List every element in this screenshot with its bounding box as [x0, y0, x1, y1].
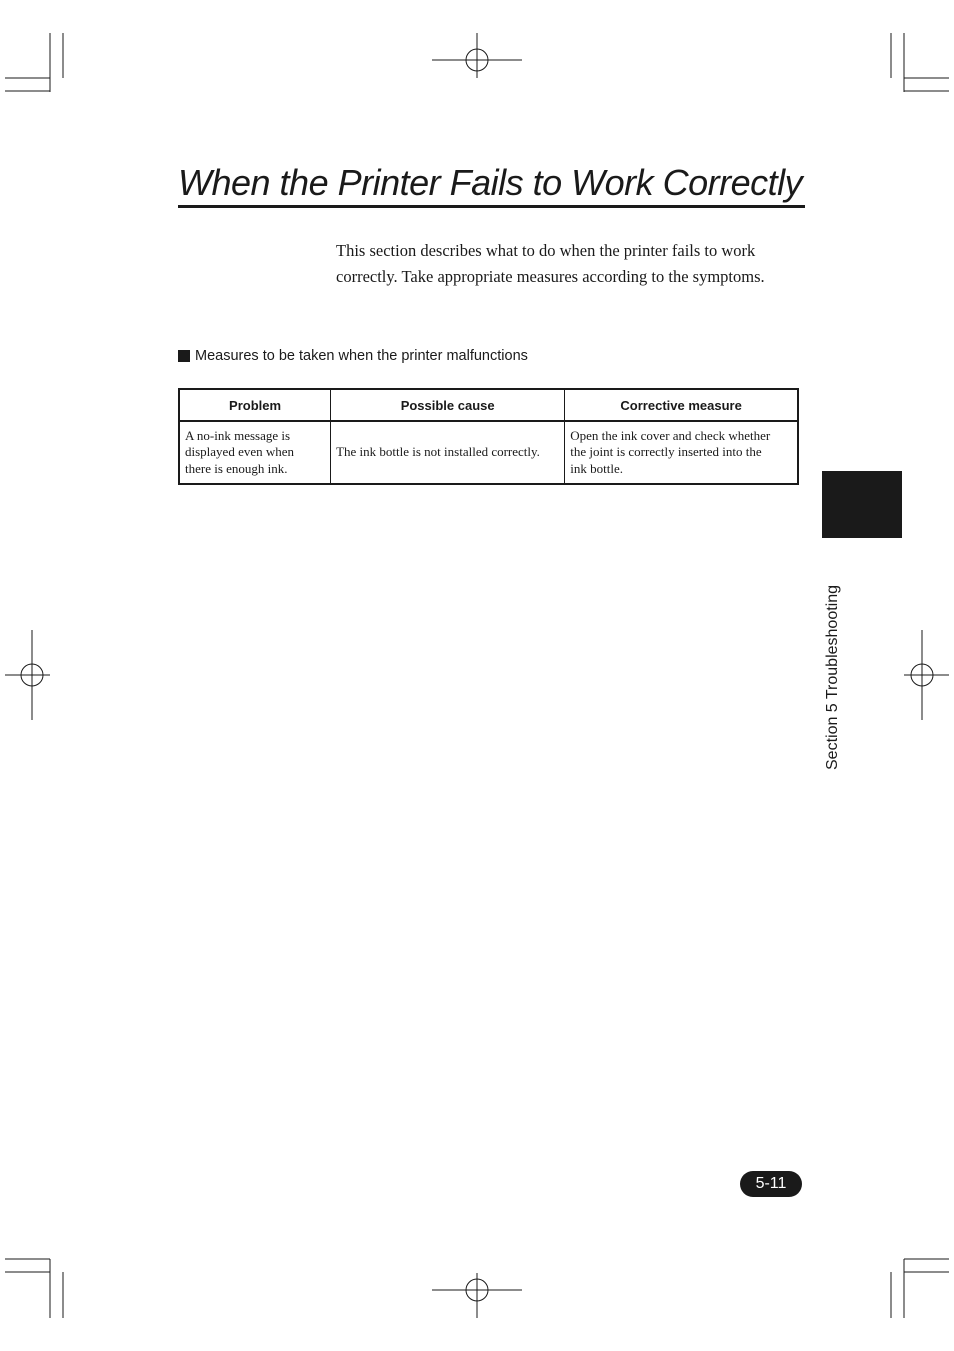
- cell-line: the joint is correctly inserted into the: [570, 444, 762, 460]
- problem-cell: [179, 421, 331, 484]
- cell-line: A no-ink message is: [185, 427, 291, 443]
- subheading-text: Measures to be taken when the printer malfunctions: [195, 348, 528, 364]
- measure-cell: [565, 421, 798, 484]
- column-header-problem: Problem: [179, 389, 331, 421]
- cause-cell: The ink bottle is not installed correctly.: [331, 421, 565, 484]
- cell-line: there is enough ink.: [185, 460, 288, 476]
- intro-line: This section describes what to do when the printer fails to work: [336, 241, 756, 260]
- square-bullet-icon: [178, 350, 190, 362]
- column-header-corrective-measure: Corrective measure: [565, 389, 798, 421]
- column-header-possible-cause: Possible cause: [331, 389, 565, 421]
- page-title: When the Printer Fails to Work Correctly: [178, 162, 803, 203]
- page-number-badge: 5-11: [740, 1171, 802, 1197]
- section-subheading: [178, 346, 528, 366]
- cell-line: Open the ink cover and check whether: [570, 427, 771, 443]
- troubleshooting-table: [178, 388, 799, 485]
- table-row: [179, 421, 798, 484]
- title-underline: [178, 205, 805, 208]
- section-thumb-tab: [822, 471, 902, 538]
- table-header-row: [179, 389, 798, 421]
- section-label-text: Section 5 Troubleshooting: [824, 584, 841, 770]
- intro-line: correctly. Take appropriate measures according to the symptoms.: [336, 267, 765, 286]
- section-side-label: [822, 545, 844, 770]
- cell-line: ink bottle.: [570, 460, 623, 476]
- intro-paragraph: [336, 238, 802, 290]
- cell-line: displayed even when: [185, 444, 295, 460]
